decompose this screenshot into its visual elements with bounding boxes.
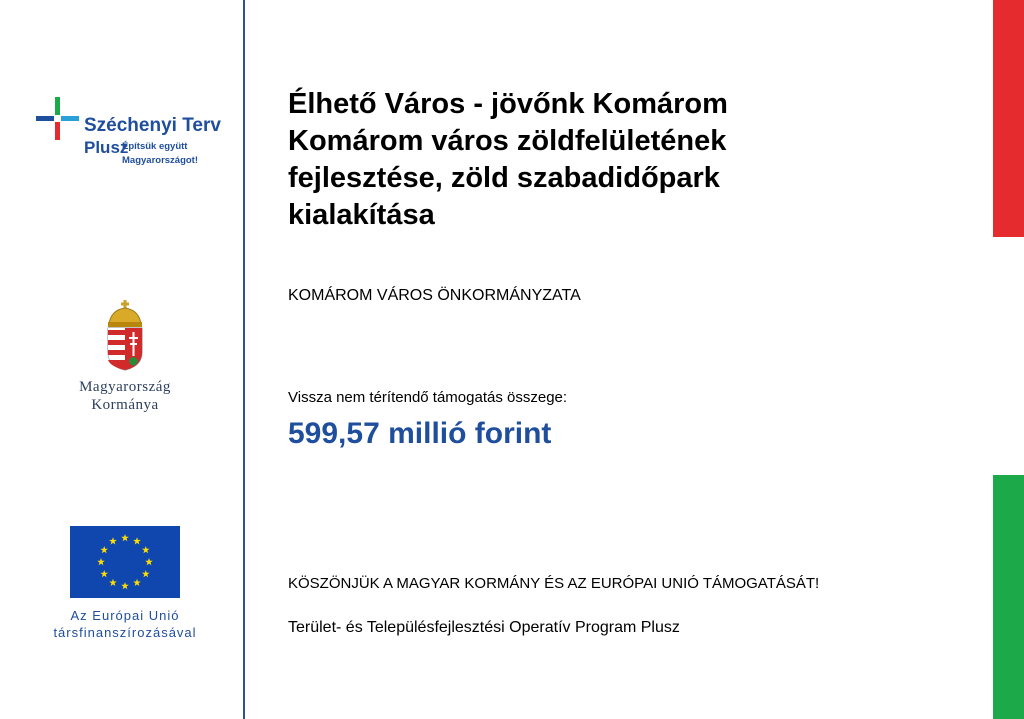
- eu-stars-icon: [70, 526, 180, 598]
- eu-star-icon: [121, 534, 129, 541]
- szechenyi-cross-icon: [36, 97, 80, 141]
- support-amount-label: Vissza nem térítendő támogatás összege:: [288, 389, 568, 406]
- eu-star-icon: [100, 570, 108, 577]
- szechenyi-plusz: Plusz: [84, 138, 129, 157]
- eu-flag: [70, 526, 180, 598]
- vertical-divider: [243, 0, 245, 719]
- thanks-message: KÖSZÖNJÜK A MAGYAR KORMÁNY ÉS AZ EURÓPAI UNIÓ TÁMOGATÁSÁT!: [288, 575, 820, 592]
- support-amount-value: 599,57 millió forint: [288, 417, 552, 450]
- eu-star-icon: [109, 537, 117, 544]
- flag-stripe-red: [993, 0, 1024, 237]
- hungarian-coat-of-arms-icon: [103, 300, 147, 372]
- eu-star-icon: [142, 546, 150, 553]
- project-title: Élhető Város - jövőnk Komárom Komárom város zöldfelületének fejlesztése, zöld szabadidőpark kialakítása: [288, 88, 728, 231]
- eu-star-icon: [133, 537, 141, 544]
- beneficiary-name: KOMÁROM VÁROS ÖNKORMÁNYZATA: [288, 287, 581, 304]
- eu-logo-text: Az Európai Unió társfinanszírozásával: [53, 608, 197, 640]
- szechenyi-slogan: Építsük együtt Magyarországot!: [122, 141, 199, 166]
- eu-star-icon: [142, 570, 150, 577]
- eu-star-icon: [133, 579, 141, 586]
- szechenyi-terv-logo: [36, 95, 236, 175]
- flag-stripe-green: [993, 475, 1024, 719]
- program-name: Terület- és Településfejlesztési Operatív Program Plusz: [288, 619, 680, 636]
- eu-star-icon: [100, 546, 108, 553]
- eu-star-icon: [97, 558, 105, 565]
- eu-star-icon: [121, 582, 129, 589]
- eu-star-icon: [109, 579, 117, 586]
- szechenyi-title: Széchenyi Terv: [84, 115, 221, 136]
- government-logo-text: Magyarország Kormánya: [79, 379, 171, 413]
- eu-star-icon: [145, 558, 153, 565]
